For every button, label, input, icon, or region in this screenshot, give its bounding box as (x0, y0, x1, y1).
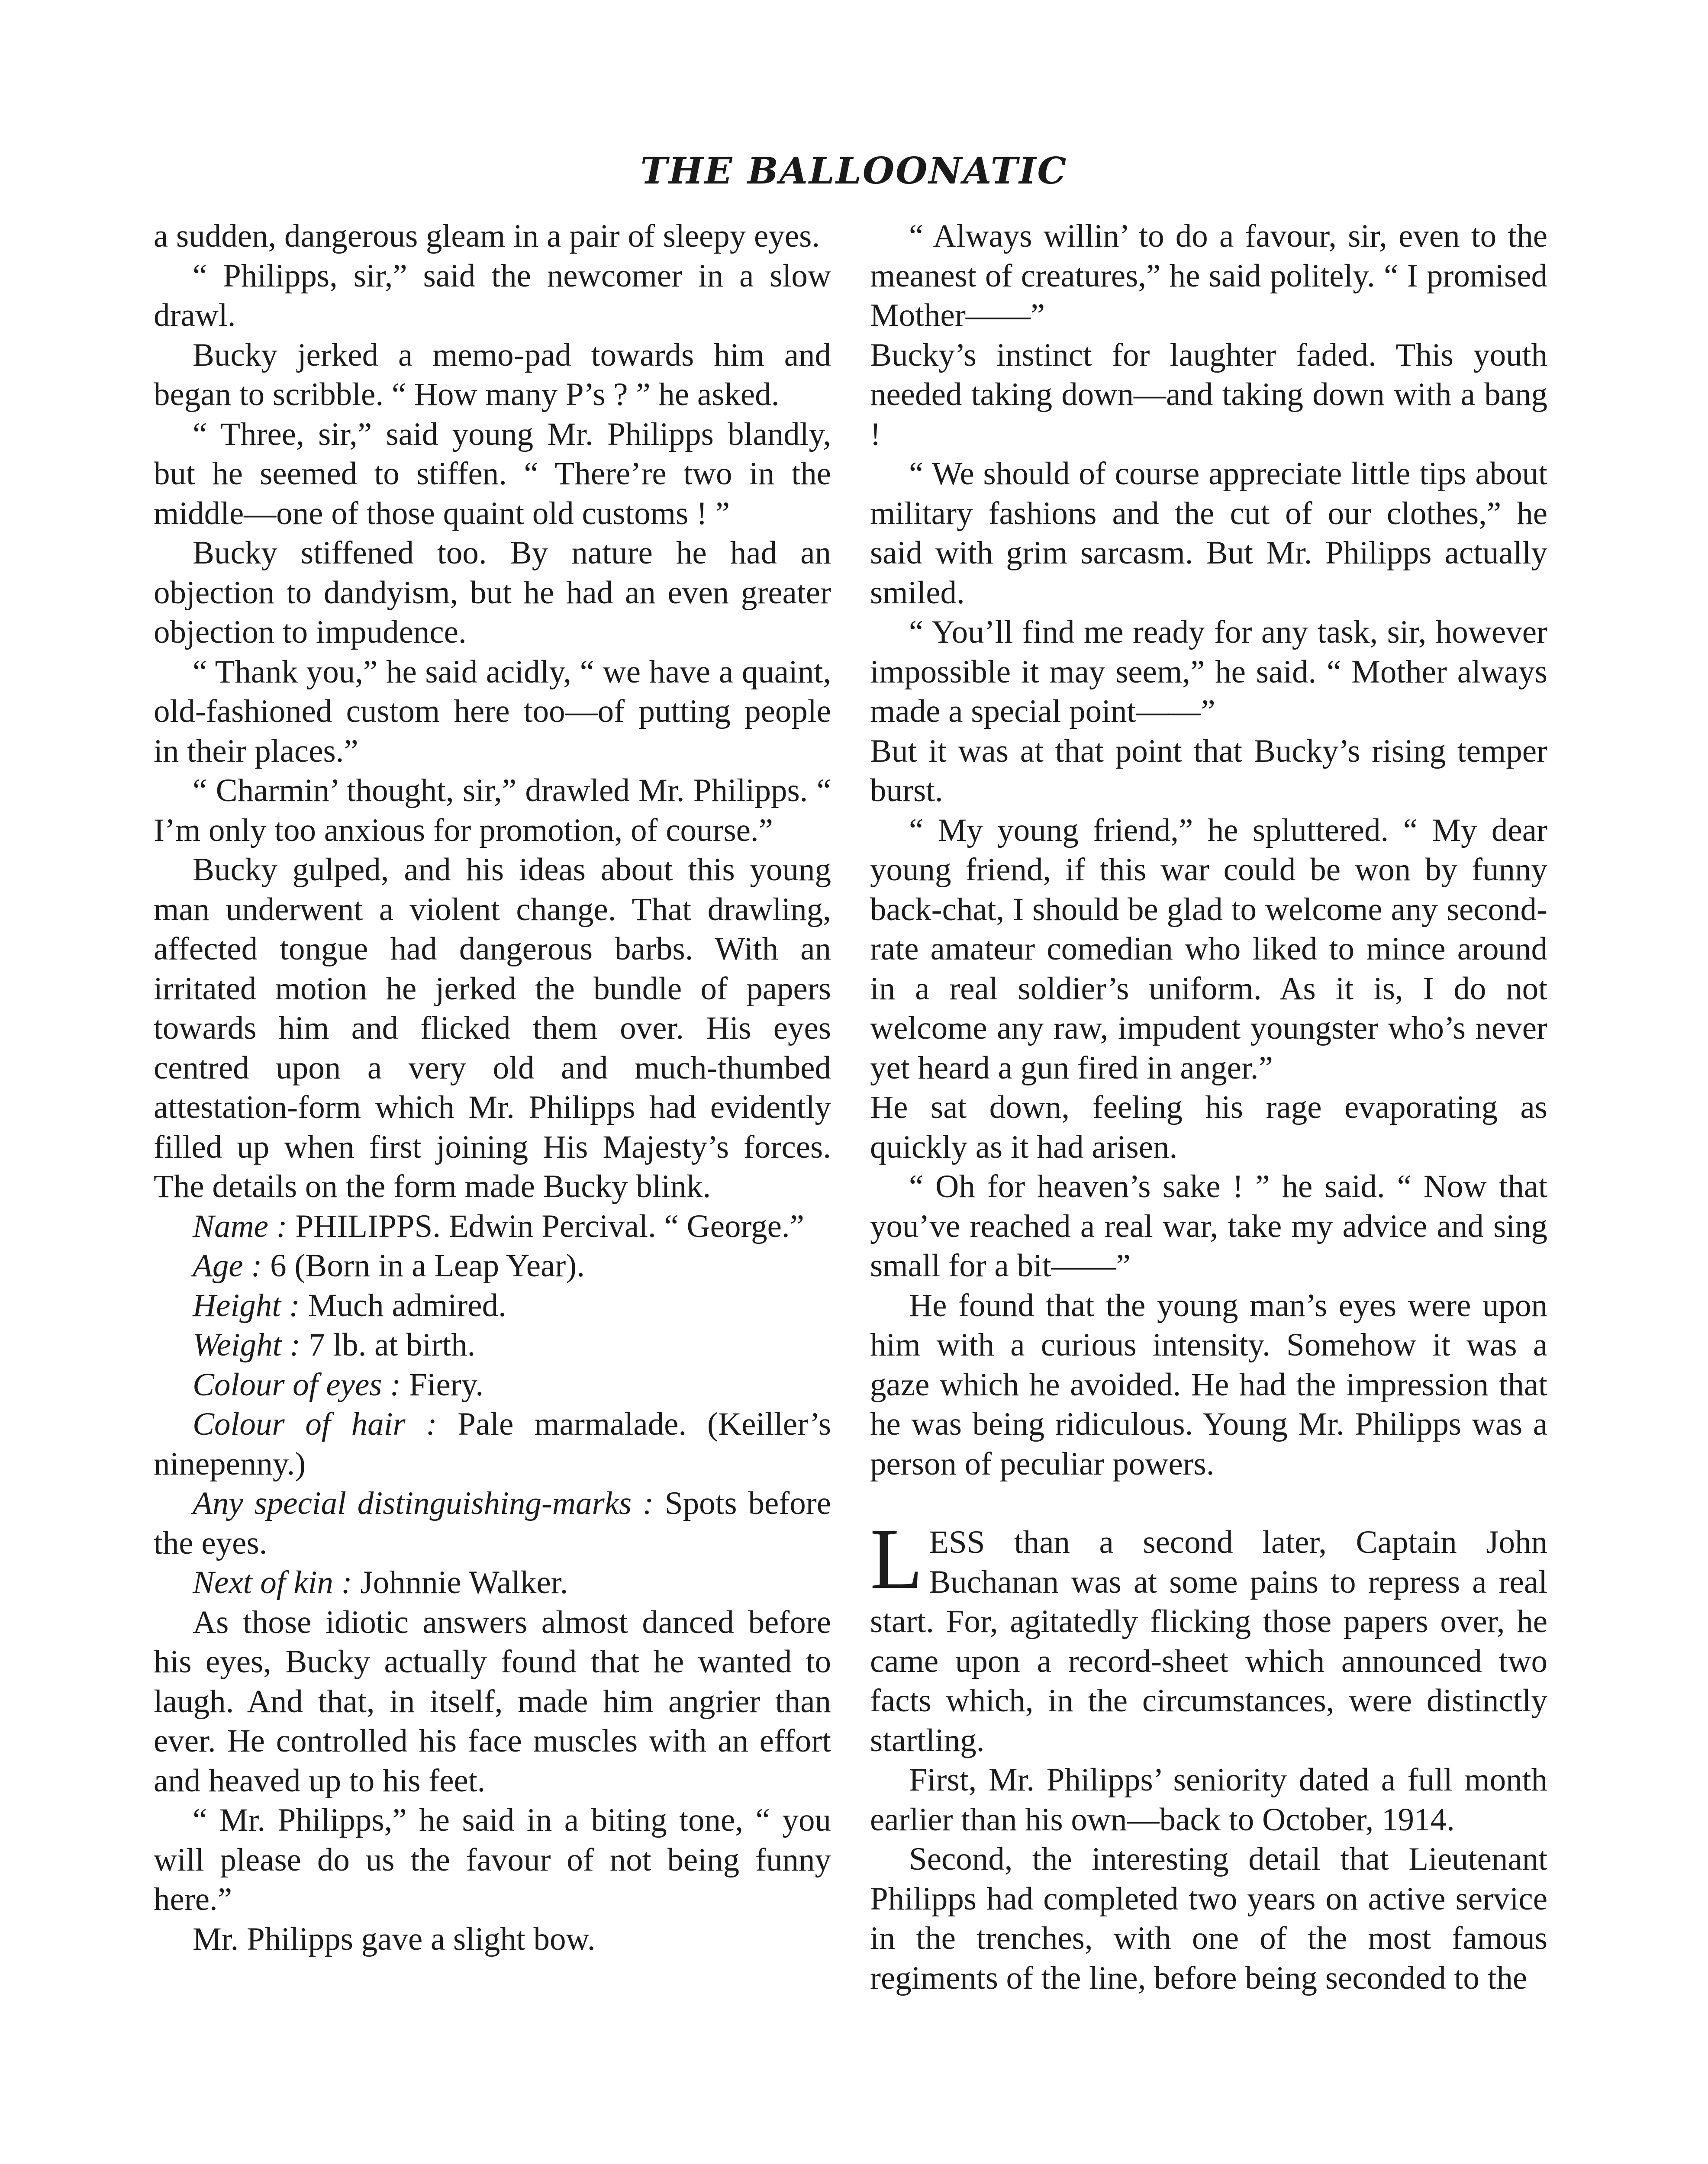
drop-cap: L (870, 1511, 923, 1607)
paragraph: He found that the young man’s eyes were upon him with a curious intensity. Somehow it was a gaze which he avoided. He had the impression that he was being ridiculous. Young Mr. Philipps was a person of peculiar powers. (870, 1287, 1547, 1482)
paragraph: “ You’ll find me ready for any task, sir, however impossible it may seem,” he said. “ Mother always made a special point——” (870, 614, 1547, 729)
paragraph: “ Charmin’ thought, sir,” drawled Mr. Philipps. “ I’m only too anxious for promotion, of course.” (154, 773, 831, 848)
paragraph: He sat down, feeling his rage evaporating as quickly as it had arisen. (870, 1089, 1547, 1165)
paragraph: “ Three, sir,” said young Mr. Philipps blandly, but he seemed to stiffen. “ There’re two in the middle—one of those quaint old customs ! ” (154, 416, 831, 531)
paragraph: Second, the interesting detail that Lieutenant Philipps had completed two years on active service in the trenches, with one of the most famous regiments of the line, before being seconded to the (870, 1841, 1547, 1996)
left-column (154, 216, 831, 2164)
form-label: Weight : (193, 1327, 301, 1363)
form-value: 7 lb. at birth. (300, 1327, 476, 1363)
form-value: Spots before the eyes. (154, 1485, 831, 1561)
paragraph: “ Philipps, sir,” said the newcomer in a slow drawl. (154, 258, 831, 333)
form-entry-weight (154, 1325, 831, 1365)
paragraph: “ Always willin’ to do a favour, sir, even to the meanest of creatures,” he said politely. “ I promised Mother——” (870, 218, 1547, 333)
form-value: PHILIPPS. Edwin Percival. “ George.” (287, 1208, 804, 1244)
form-entry-age (154, 1246, 831, 1286)
paragraph: First, Mr. Philipps’ seniority dated a full month earlier than his own—back to October, 1914. (870, 1762, 1547, 1838)
paragraph: Bucky gulped, and his ideas about this young man underwent a violent change. That drawling, affected tongue had dangerous barbs. With an irritated motion he jerked the bundle of papers towards him and flicked them over. His eyes centred upon a very old and much-thumbed attestation-form which Mr. Philipps had evidently filled up when first joining His Majesty’s forces. The details on the form made Bucky blink. (154, 852, 831, 1204)
form-entry-marks (154, 1484, 831, 1563)
form-entry-height (154, 1286, 831, 1326)
form-label: Colour of eyes : (193, 1366, 401, 1403)
form-value: 6 (Born in a Leap Year). (262, 1248, 585, 1284)
form-label: Height : (193, 1287, 300, 1324)
form-value: Pale marmalade. (Keiller’s ninepenny.) (154, 1406, 831, 1482)
paragraph: Bucky jerked a memo-pad towards him and began to scribble. “ How many P’s ? ” he asked. (154, 337, 831, 412)
running-title: THE BALLOONATIC (640, 149, 1068, 192)
form-entry-hair (154, 1404, 831, 1484)
form-entry-eyes (154, 1365, 831, 1405)
form-label: Name : (193, 1208, 287, 1244)
form-label: Colour of hair : (193, 1406, 437, 1442)
paragraph: “ Thank you,” he said acidly, “ we have a quaint, old-fashioned custom here too—of putting people in their places.” (154, 654, 831, 769)
form-label: Any special distinguishing-marks : (193, 1485, 654, 1521)
paragraph: “ Oh for heaven’s sake ! ” he said. “ Now that you’ve reached a real war, take my advice and sing small for a bit——” (870, 1169, 1547, 1284)
paragraph: But it was at that point that Bucky’s rising temper burst. (870, 733, 1547, 808)
section-opening-paragraph (870, 1511, 1547, 1760)
form-entry-name (154, 1207, 831, 1246)
paragraph: Mr. Philipps gave a slight bow. (193, 1921, 596, 1957)
paragraph: “ We should of course appreciate little tips about military fashions and the cut of our clothes,” he said with grim sarcasm. But Mr. Philipps actually smiled. (870, 456, 1547, 611)
form-label: Age : (193, 1248, 262, 1284)
form-entry-kin (154, 1563, 831, 1603)
paragraph: “ My young friend,” he spluttered. “ My dear young friend, if this war could be won by funny back-chat, I should be glad to welcome any second-rate amateur comedian who liked to mince around in a real soldier’s uniform. As it is, I do not welcome any raw, impudent youngster who’s never yet heard a gun fired in anger.” (870, 812, 1547, 1086)
paragraph: a sudden, dangerous gleam in a pair of sleepy eyes. (154, 218, 820, 254)
paragraph: Bucky’s instinct for laughter faded. This youth needed taking down—and taking down with a bang ! (870, 337, 1547, 452)
form-label: Next of kin : (193, 1565, 352, 1600)
paragraph: As those idiotic answers almost danced before his eyes, Bucky actually found that he wanted to laugh. And that, in itself, made him angrier than ever. He controlled his face muscles with an effort and heaved up to his feet. (154, 1604, 831, 1799)
form-value: Johnnie Walker. (352, 1565, 568, 1600)
paragraph: “ Mr. Philipps,” he said in a biting tone, “ you will please do us the favour of not being funny here.” (154, 1802, 831, 1917)
paragraph-text: ESS than a second later, Captain John Buchanan was at some pains to repress a real start. For, agitatedly flicking those papers over, he came upon a record-sheet which announced two facts which, in the circumstances, were distinctly startling. (870, 1524, 1547, 1758)
paragraph: Bucky stiffened too. By nature he had an objection to dandyism, but he had an even greater objection to impudence. (154, 535, 831, 650)
form-value: Fiery. (401, 1366, 484, 1403)
right-column (870, 216, 1547, 2164)
form-value: Much admired. (300, 1287, 506, 1324)
